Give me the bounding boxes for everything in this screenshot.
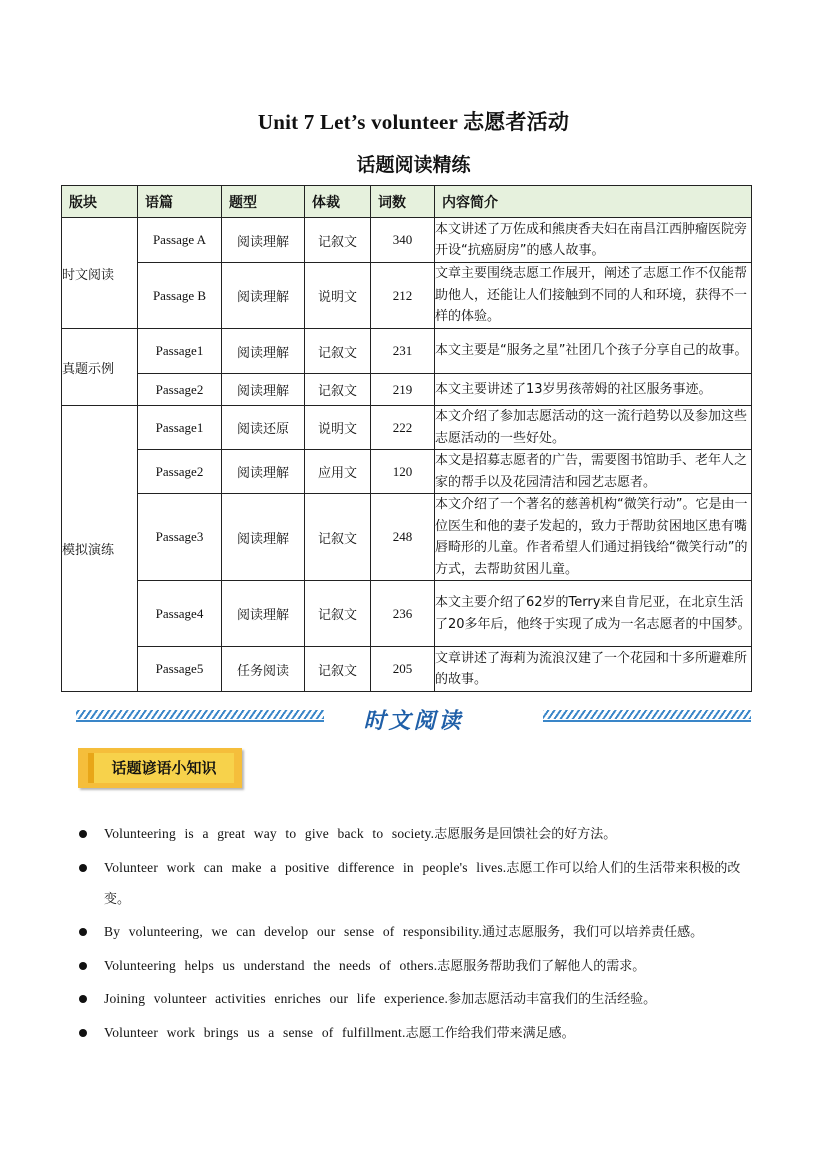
intro-cell: 本文介绍了参加志愿活动的这一流行趋势以及参加这些志愿活动的一些好处。 — [435, 406, 752, 450]
word-count-cell: 248 — [371, 494, 435, 581]
proverb-chinese: 志愿工作给我们带来满足感。 — [405, 1025, 575, 1041]
intro-cell: 文章讲述了海莉为流浪汉建了一个花园和十多所避难所的故事。 — [435, 647, 752, 692]
type-cell: 阅读理解 — [222, 218, 305, 263]
proverb-chinese: 志愿服务是回馈社会的好方法。 — [434, 827, 617, 842]
tag-label: 话题谚语小知识 — [88, 753, 234, 783]
list-item — [78, 1017, 748, 1049]
word-count-cell: 236 — [371, 581, 435, 647]
passage-cell: Passage4 — [138, 581, 222, 647]
type-cell: 阅读理解 — [222, 494, 305, 581]
passage-cell: Passage2 — [138, 374, 222, 406]
list-item — [78, 950, 748, 982]
list-item — [78, 983, 748, 1015]
header-cell: 内容简介 — [435, 186, 752, 218]
word-count-cell: 212 — [371, 263, 435, 329]
genre-cell: 记叙文 — [305, 374, 371, 406]
proverb-english: Volunteering is a great way to give back to society. — [104, 826, 435, 841]
passage-cell: Passage1 — [138, 329, 222, 374]
genre-cell: 记叙文 — [305, 494, 371, 581]
intro-cell: 本文主要讲述了13岁男孩蒂姆的社区服务事迹。 — [435, 374, 752, 406]
proverb-english: Volunteer work can make a positive difference in people's lives. — [104, 859, 507, 875]
passage-cell: Passage A — [138, 218, 222, 263]
genre-cell: 记叙文 — [305, 218, 371, 263]
page-title: Unit 7 Let’s volunteer 志愿者活动 — [257, 110, 570, 134]
table-row — [62, 263, 752, 329]
proverb-english: Joining volunteer activities enriches our life experience. — [104, 991, 449, 1006]
banner-title: 时文阅读 — [363, 709, 464, 734]
table-row — [62, 218, 752, 263]
genre-cell: 应用文 — [305, 450, 371, 494]
type-cell: 阅读理解 — [222, 581, 305, 647]
proverb-chinese: 通过志愿服务，我们可以培养责任感。 — [482, 925, 704, 940]
bullet-icon — [79, 830, 87, 838]
bullet-icon — [79, 928, 87, 936]
word-count-cell: 205 — [371, 647, 435, 692]
proverb-list — [78, 818, 748, 1050]
section-banner — [76, 706, 751, 736]
page-subtitle: 话题阅读精练 — [356, 154, 471, 176]
list-item — [78, 852, 748, 915]
intro-cell: 本文是招募志愿者的广告，需要图书馆助手、老年人之家的帮手以及花园清洁和园艺志愿者。 — [435, 450, 752, 494]
table-row — [62, 406, 752, 450]
proverb-chinese: 志愿服务帮助我们了解他人的需求。 — [437, 958, 646, 974]
type-cell: 阅读理解 — [222, 329, 305, 374]
intro-cell: 本文主要介绍了62岁的Terry来自肯尼亚，在北京生活了20多年后，他终于实现了成为一名志愿者的中国梦。 — [435, 581, 752, 647]
intro-cell: 本文讲述了万佐成和熊庚香夫妇在南昌江西肿瘤医院旁开设“抗癌厨房”的感人故事。 — [435, 218, 752, 263]
word-count-cell: 120 — [371, 450, 435, 494]
header-cell: 词数 — [371, 186, 435, 218]
bullet-icon — [79, 962, 87, 970]
genre-cell: 说明文 — [305, 263, 371, 329]
passage-cell: Passage5 — [138, 647, 222, 692]
intro-cell: 本文主要是“服务之星”社团几个孩子分享自己的故事。 — [435, 329, 752, 374]
header-cell: 体裁 — [305, 186, 371, 218]
proverb-english: Volunteering helps us understand the needs of others. — [104, 957, 438, 973]
type-cell: 阅读理解 — [222, 263, 305, 329]
intro-cell: 本文介绍了一个著名的慈善机构“微笑行动”。它是由一位医生和他的妻子发起的，致力于帮助贫困地区患有嘴唇畸形的儿童。作者希望人们通过捐钱给“微笑行动”的方式，去帮助贫困儿童。 — [435, 494, 752, 581]
type-cell: 阅读理解 — [222, 374, 305, 406]
section-cell: 模拟演练 — [62, 406, 138, 692]
table-row — [62, 374, 752, 406]
table-row — [62, 581, 752, 647]
list-item — [78, 916, 748, 948]
type-cell: 阅读理解 — [222, 450, 305, 494]
word-count-cell: 231 — [371, 329, 435, 374]
header-cell: 版块 — [62, 186, 138, 218]
table-row — [62, 494, 752, 581]
passage-cell: Passage1 — [138, 406, 222, 450]
genre-cell: 记叙文 — [305, 581, 371, 647]
word-count-cell: 340 — [371, 218, 435, 263]
proverb-chinese: 志愿工作可以给人们的生活带来积极的改变。 — [104, 860, 741, 907]
section-cell: 时文阅读 — [62, 218, 138, 329]
section-cell: 真题示例 — [62, 329, 138, 406]
passage-cell: Passage3 — [138, 494, 222, 581]
word-count-cell: 219 — [371, 374, 435, 406]
table-row — [62, 329, 752, 374]
table-row — [62, 450, 752, 494]
intro-cell: 文章主要围绕志愿工作展开，阐述了志愿工作不仅能帮助他人，还能让人们接触到不同的人和环境，获得不一样的体验。 — [435, 263, 752, 329]
list-item — [78, 818, 748, 850]
genre-cell: 记叙文 — [305, 647, 371, 692]
passage-cell: Passage B — [138, 263, 222, 329]
bullet-icon — [79, 995, 87, 1003]
type-cell: 任务阅读 — [222, 647, 305, 692]
genre-cell: 说明文 — [305, 406, 371, 450]
topic-proverbs-tag — [78, 748, 242, 788]
reading-summary-table — [61, 185, 752, 692]
table-row — [62, 647, 752, 692]
passage-cell: Passage2 — [138, 450, 222, 494]
table-header-row — [62, 186, 752, 218]
type-cell: 阅读还原 — [222, 406, 305, 450]
bullet-icon — [79, 1029, 87, 1037]
proverb-chinese: 参加志愿活动丰富我们的生活经验。 — [448, 992, 657, 1007]
word-count-cell: 222 — [371, 406, 435, 450]
proverb-english: Volunteer work brings us a sense of fulfillment. — [104, 1024, 406, 1040]
proverb-english: By volunteering, we can develop our sense of responsibility. — [104, 924, 483, 939]
header-cell: 题型 — [222, 186, 305, 218]
bullet-icon — [79, 864, 87, 872]
genre-cell: 记叙文 — [305, 329, 371, 374]
header-cell: 语篇 — [138, 186, 222, 218]
